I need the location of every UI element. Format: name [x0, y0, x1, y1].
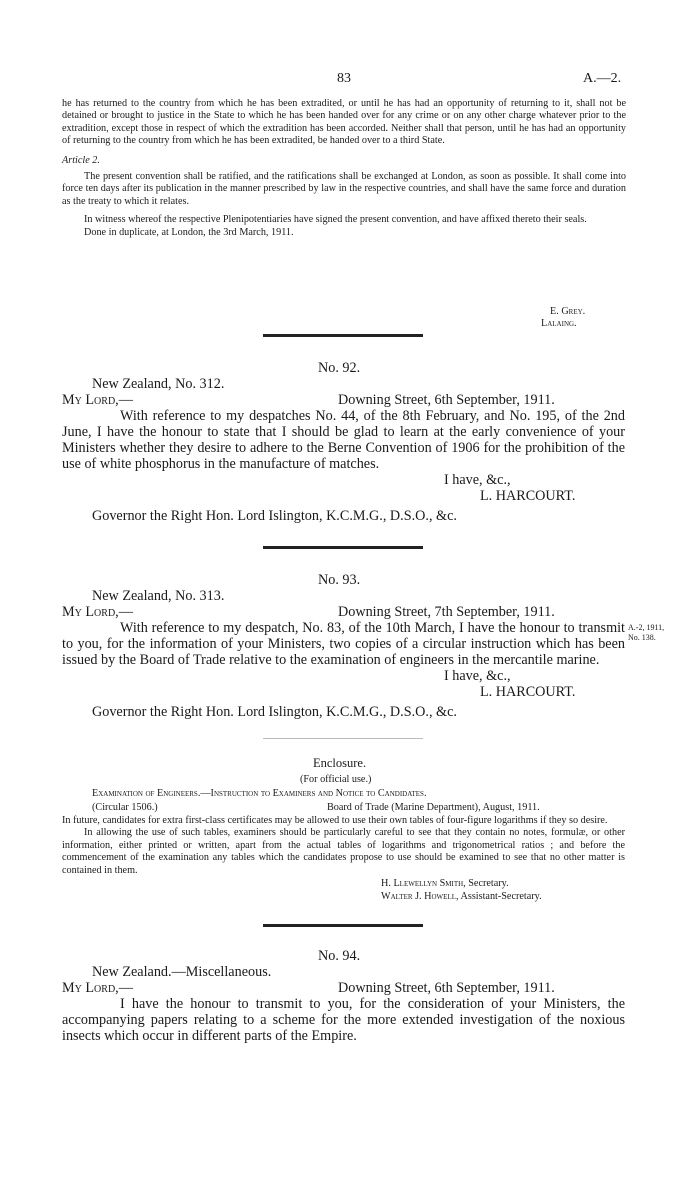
enclosure-title: Examination of Engineers.—Instruction to Examiners and Notice to Candidates.: [92, 788, 427, 799]
enclosure-signature-1-title: , Secretary.: [463, 878, 509, 889]
enclosure-circular: (Circular 1506.): [92, 802, 158, 813]
despatch-93-body: [62, 620, 625, 668]
treaty-paragraph-3: In witness whereof the respective Plenipotentiaries have signed the present convention, and have affixed thereto their seals.: [84, 214, 587, 226]
treaty-done-line: Done in duplicate, at London, the 3rd March, 1911.: [84, 226, 294, 238]
article-heading: Article 2.: [62, 154, 100, 166]
enclosure-paragraph-2: In allowing the use of such tables, examiners should be particularly careful to see that they contain no notes, formulæ, or other information, either printed or written, apart from the actual tables of logarithms and trigonometrical ratios ; and before the commencement of the examination any tables which the candidates propose to use should be examined to see that no other matter is contained in them.: [62, 827, 625, 876]
despatch-92-body: [62, 408, 625, 472]
treaty-paragraph-1: he has returned to the country from which he has been extradited, or until he has had an opportunity of returning to it, shall not be detained or brought to justice in the State to which he has been handed over for any crime or on any other charge whatever prior to the extradition, except those in respect of which the extradition has been accorded. Neither shall that person, until he has had an opportunity of returning to the country from which he has been extradited, be handed over to a third State.: [62, 98, 626, 147]
margin-note-line1: A.-2, 1911,: [628, 623, 665, 632]
despatch-92-recipient: Governor the Right Hon. Lord Islington, K.C.M.G., D.S.O., &c.: [92, 508, 457, 524]
section-divider: [263, 924, 423, 927]
despatch-94-salutation: [62, 980, 133, 996]
page-number: 83: [337, 71, 351, 86]
section-divider: [263, 546, 423, 549]
enclosure-body: [62, 815, 625, 877]
treaty-signature-lalaing: Lalaing.: [541, 318, 577, 329]
margin-note-line2: No. 138.: [628, 633, 656, 642]
enclosure-heading: Enclosure.: [313, 756, 367, 770]
despatch-93-recipient: Governor the Right Hon. Lord Islington, K.C.M.G., D.S.O., &c.: [92, 704, 457, 720]
enclosure-paragraph-1: [62, 815, 625, 827]
despatch-94-location-date: Downing Street, 6th September, 1911.: [338, 980, 555, 996]
despatch-93-body-text: With reference to my despatch, No. 83, of the 10th March, I have the honour to transmit to you, for the information of your Ministers, two copies of a circular instruction which has been issued by the Board of Trade relative to the examination of engineers in the mercantile marine.: [62, 620, 625, 668]
despatch-92-closing: I have, &c.,: [444, 472, 511, 488]
despatch-92-body-text: With reference to my despatches No. 44, of the 8th February, and No. 195, of the 2nd June, I have the honour to state that I should be glad to learn at the early convenience of your Ministers whether they desire to adhere to the Berne Convention of 1906 for the prohibition of the use of white phosphorus in the manufacture of matches.: [62, 408, 625, 472]
enclosure-signature-2: [381, 891, 542, 903]
enclosure-issuer: Board of Trade (Marine Department), August, 1911.: [327, 802, 540, 813]
enclosure-signature-2-title: , Assistant-Secretary.: [455, 891, 542, 902]
enclosure-signature-1-name: H. Llewellyn Smith: [381, 878, 464, 889]
despatch-92-number: No. 92.: [318, 360, 361, 376]
despatch-93-addressee: New Zealand, No. 313.: [92, 588, 225, 604]
despatch-92-salutation: [62, 392, 133, 408]
enclosure-signature-1: [381, 878, 509, 890]
salutation-text: My Lord,—: [62, 980, 133, 996]
despatch-94-body-text: I have the honour to transmit to you, for the consideration of your Ministers, the accompanying papers relating to a scheme for the more extended investigation of the noxious insects which occur in different parts of the Empire.: [62, 996, 625, 1044]
enclosure-signature-2-name: Walter J. Howell: [381, 891, 456, 902]
despatch-93-location-date: Downing Street, 7th September, 1911.: [338, 604, 555, 620]
despatch-93-signature: L. HARCOURT.: [480, 684, 576, 700]
despatch-94-addressee: New Zealand.—Miscellaneous.: [92, 964, 272, 980]
despatch-92-signature: L. HARCOURT.: [480, 488, 576, 504]
enclosure-subheading: (For official use.): [300, 774, 372, 785]
despatch-92-location-date: Downing Street, 6th September, 1911.: [338, 392, 555, 408]
treaty-paragraph-2: The present convention shall be ratified, and the ratifications shall be exchanged at London, as soon as possible. It shall come into force ten days after its publication in the manner prescribed by law in the respective countries, and shall have the same force and duration as the treaty to which it relates.: [62, 171, 626, 207]
despatch-94-number: No. 94.: [318, 948, 361, 964]
despatch-93-salutation: [62, 604, 133, 620]
despatch-92-addressee: New Zealand, No. 312.: [92, 376, 225, 392]
section-divider: [263, 334, 423, 337]
salutation-text: My Lord,—: [62, 604, 133, 620]
despatch-94-body: [62, 996, 625, 1044]
despatch-93-closing: I have, &c.,: [444, 668, 511, 684]
document-reference: A.—2.: [583, 71, 622, 86]
treaty-signature-grey: E. Grey.: [550, 306, 586, 317]
despatch-93-number: No. 93.: [318, 572, 361, 588]
thin-divider: [263, 738, 423, 739]
treaty-section: [62, 98, 626, 239]
enclosure-paragraph-1-text: In future, candidates for extra first-class certificates may be allowed to use their own tables of four-figure logarithms if they so desire.: [62, 815, 608, 826]
salutation-text: My Lord,—: [62, 392, 133, 408]
